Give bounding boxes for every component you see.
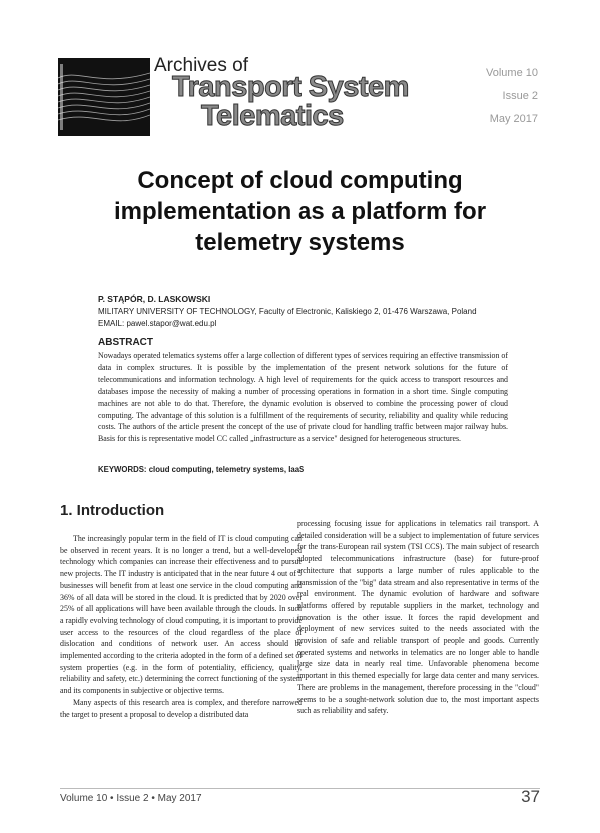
author-email: EMAIL: pawel.stapor@wat.edu.pl <box>98 319 217 328</box>
abstract-text: Nowadays operated telematics systems offer a large collection of different types of services requiring an effective transmission of data in complex structures. It is possible by the implementation of the present network solutions for the future of telecommunications and information technology. A high level of requirements for the quick access to transport resources and databases impose the necessity of making a number of processing operations in formation in a short time. Single computing machines are not able to do that. Therefore, the dynamic evolution is observed to combine the processing power of cloud computing. The advantage of this solution is a fulfillment of the requirements of security, reliability and quality while reducing costs. The authors of the article present the concept of the use of private cloud for handling traffic between major railway hubs. Basis for this is representative model CC called „infrastructure as a service" designed for heterogeneous structures. <box>98 351 508 444</box>
footer-issue-info: Volume 10 • Issue 2 • May 2017 <box>60 793 202 804</box>
date-label: May 2017 <box>489 113 538 125</box>
journal-logo-image <box>58 58 150 136</box>
keywords-value: cloud computing, telemetry systems, IaaS <box>148 465 305 474</box>
issue-label: Issue 2 <box>502 90 538 102</box>
authors: P. STĄPÓR, D. LASKOWSKI <box>98 294 211 304</box>
right-column <box>297 518 539 717</box>
page-number: 37 <box>521 787 540 806</box>
section-heading: 1. Introduction <box>60 502 165 519</box>
paragraph: Many aspects of this research area is complex, and therefore narrowed the target to present a proposal to develop a distributed data <box>60 697 302 719</box>
journal-name-line1: Archives of <box>154 55 248 76</box>
volume-label: Volume 10 <box>486 67 538 79</box>
wave-pattern-icon <box>58 58 150 136</box>
footer-divider <box>60 788 540 789</box>
keywords-line <box>98 465 304 474</box>
abstract-heading: ABSTRACT <box>98 337 153 348</box>
affiliation: MILITARY UNIVERSITY OF TECHNOLOGY, Faculty of Electronic, Kaliskiego 2, 01-476 Warszawa, Poland <box>98 307 477 316</box>
paragraph: The increasingly popular term in the field of IT is cloud computing can be observed in recent years. It is no longer a trend, but a well-developed technology which companies can increase their effectiveness and to pursue new projects. The IT industry is anticipated that in the near future 4 out of 5 businesses will benefit from at least one service in the cloud computing and 36% of all data will be stored in the cloud. It is predicted that by 2020 over 25% of all applications will have been available through the clouds. In such a rapidly evolving technology of cloud computing, it is important to provide user access to the resources of the cloud regardless of the place of dislocation and conditions of network user. An access should be implemented according to the criteria adopted in the form of a defined set of system properties (e.g. in the form of potentiality, efficiency, quality, reliability and safety, etc.) determining the correct functioning of the system and its components in subjective or objective terms. <box>60 534 302 696</box>
paragraph: processing focusing issue for applications in telematics rail transport. A detailed consideration will be a subject to implementation of future services for the trans-European rail system (TSI CCS). The main subject of research adopted telecommunications infrastructure (base) for future-proof architecture that supports a large number of rules applicable to the transmission of the "big" data stream and also representative in terms of the real environment. The dynamic evolution of hardware and software platforms offered by reputable suppliers in the market, technology and innovation is the other issue. It forces the rapid development and deployment of new services suited to the needs associated with the provision of safe and reliable transport of people and goods. Currently operated systems and networks in telematics are no longer able to handle large size data in nearly real time. Unfavorable phenomena become important in this themed especially for large data center and many services. There are problems in the management, therefore processing in the "cloud" seems to be a sought-network solution due to, the most important aspects such as reliability and safety. <box>297 519 539 716</box>
left-column <box>60 533 302 720</box>
paper-title: Concept of cloud computing implementation as a platform for telemetry systems <box>113 167 487 256</box>
journal-name-line3: Telematics <box>201 100 344 132</box>
keywords-label: KEYWORDS: <box>98 465 147 474</box>
journal-name-line2: Transport System <box>172 71 409 103</box>
